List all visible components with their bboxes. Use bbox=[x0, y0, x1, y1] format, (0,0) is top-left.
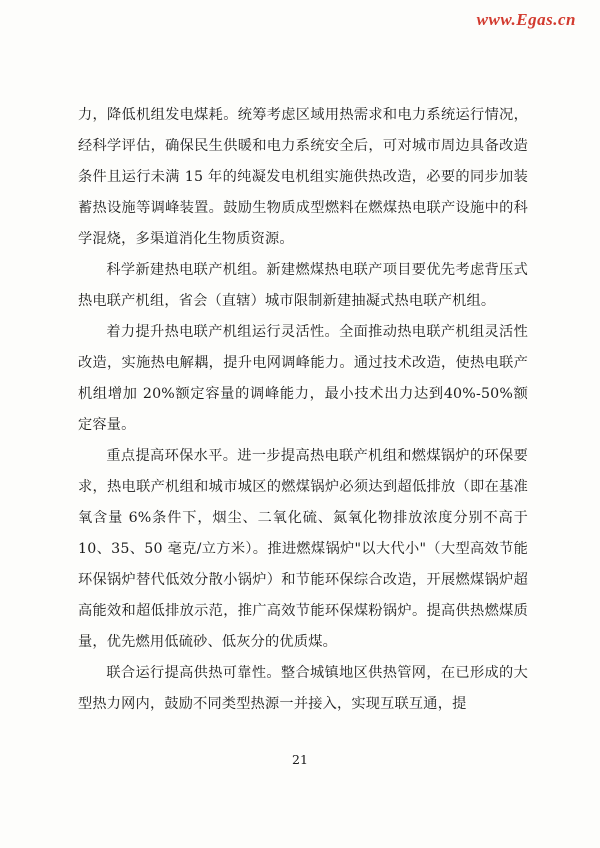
paragraph: 力，降低机组发电煤耗。统筹考虑区域用热需求和电力系统运行情况，经科学评估，确保民生供暖和电力系统安全后，可对城市周边具备改造条件且运行未满 15 年的纯凝发电机组实施供热改造，必要的同步加装蓄热设施等调峰装置。鼓励生物质成型燃料在燃煤热电联产设施中的科学混烧，多渠道消化生物质资源。 bbox=[78, 107, 528, 247]
page-number: 21 bbox=[292, 752, 308, 767]
watermark-text: www.Egas.cn bbox=[476, 10, 576, 29]
paragraph: 着力提升热电联产机组运行灵活性。全面推动热电联产机组灵活性改造，实施热电解耦，提升电网调峰能力。通过技术改造，使热电联产机组增加 20%额定容量的调峰能力，最小技术出力达到40%-50%额定容量。 bbox=[78, 324, 528, 433]
page-body bbox=[78, 100, 528, 720]
paragraph: 联合运行提高供热可靠性。整合城镇地区供热管网，在已形成的大型热力网内，鼓励不同类型热源一并接入，实现互联互通，提 bbox=[78, 665, 528, 712]
paragraph: 重点提高环保水平。进一步提高热电联产机组和燃煤锅炉的环保要求，热电联产机组和城市城区的燃煤锅炉必须达到超低排放（即在基准氧含量 6%条件下，烟尘、二氧化硫、氮氧化物排放浓度分别不高于 10、35、50 毫克/立方米）。推进燃煤锅炉"以大代小"（大型高效节能环保锅炉替代低效分散小锅炉）和节能环保综合改造，开展燃煤锅炉超高能效和超低排放示范，推广高效节能环保煤粉锅炉。提高供热燃煤质量，优先燃用低硫砂、低灰分的优质煤。 bbox=[78, 448, 528, 650]
paragraph: 科学新建热电联产机组。新建燃煤热电联产项目要优先考虑背压式热电联产机组，省会（直辖）城市限制新建抽凝式热电联产机组。 bbox=[78, 262, 528, 309]
